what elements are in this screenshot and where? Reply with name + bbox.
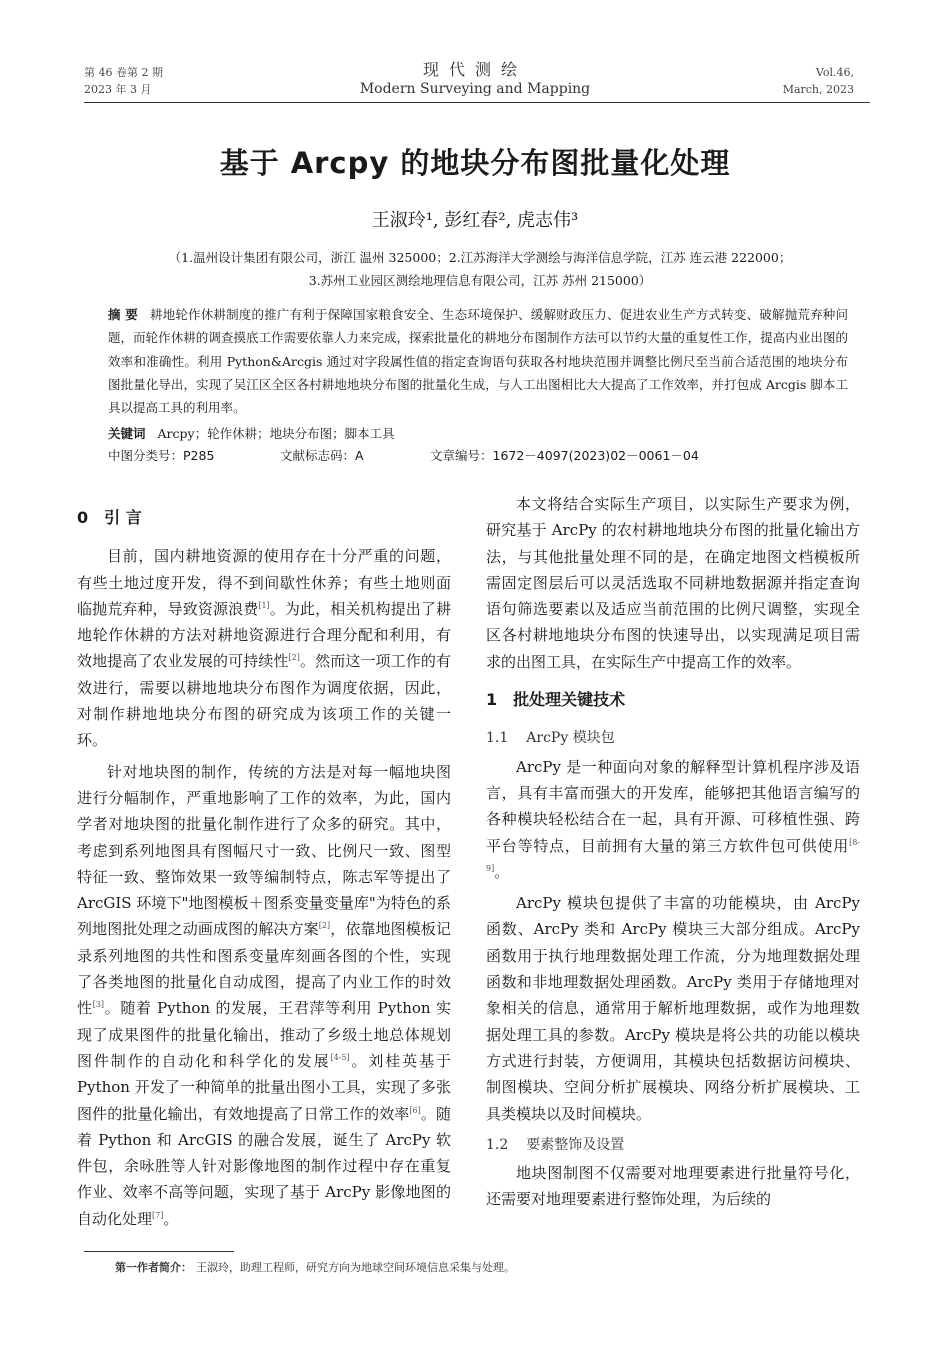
date-en: March, 2023	[782, 83, 854, 96]
section-heading-introduction	[77, 505, 451, 531]
citation: [7]	[152, 1210, 164, 1220]
journal-name-en: Modern Surveying and Mapping	[359, 81, 591, 97]
subsection-title: ArcPy 模块包	[526, 730, 615, 747]
citation: [6]	[409, 1105, 421, 1115]
subsection-number: 1.2	[486, 1136, 509, 1153]
section-heading-key-technology	[486, 687, 860, 713]
paper-title: 基于 Arcpy 的地块分布图批量化处理	[219, 146, 731, 180]
subsection-heading-decoration	[486, 1132, 860, 1158]
paragraph	[486, 754, 860, 885]
text-run: 。随着 Python 和 ArcGIS 的融合发展，诞生了 ArcPy 软件包，余咏胜等人针对影像地图的制作过程中存在重复作业、效率不高等问题，实现了基于 ArcPy 影像地图的自动化处理	[77, 1104, 451, 1228]
affiliation-line: 3.苏州工业园区测绘地理信息有限公司，江苏 苏州 215000）	[308, 273, 652, 288]
text-run: 。	[163, 1209, 179, 1228]
section-title: 引 言	[104, 508, 142, 527]
subsection-number: 1.1	[486, 730, 509, 747]
paragraph: 本文将结合实际生产项目，以实际生产要求为例，研究基于 ArcPy 的农村耕地地块分布图的批量化输出方法，与其他批量处理不同的是，在确定地图文档模板所需固定图层后可以灵活选取不同耕地数据源并指定查询语句筛选要素以及适应当前范围的比例尺调整，实现全区各村耕地地块分布图的快速导出，以实现满足项目需求的出图工具，在实际生产中提高工作的效率。	[486, 495, 860, 671]
text-run: ，依靠地图模板记录系列地图的共性和图系变量库刻画各图的个性，实现了各类地图的批量化自动成图，提高了内业工作的时效性	[77, 920, 451, 1018]
paragraph	[77, 543, 451, 753]
text-run: 。随着 Python 的发展，王君萍等利用 Python 实现了成果图件的批量化输出，推动了乡级土地总体规划图件制作的自动化和科学化的发展	[77, 999, 451, 1070]
subsection-heading-arcpy	[486, 725, 860, 751]
section-title: 批处理关键技术	[513, 690, 626, 710]
section-number: 1	[486, 690, 498, 710]
abstract-text: 耕地轮作休耕制度的推广有利于保障国家粮食安全、生态环境保护、缓解财政压力、促进农业生产方式转变、破解抛荒弃种问题，而轮作休耕的调查摸底工作需要依靠人力来完成，探索批量化的耕地分布图制作方法可以节约大量的重复性工作，提高内业出图的效率和准确性。利用 Python&Arcgis 通过对字段属性值的指定查询语句获取各村地块范围并调整比例尺至当前合适范围的地块分布图批量化导出，实现了吴江区全区各村耕地地块分布图的批量化生成，与人工出图相比大大提高了工作效率，并打包成 Arcgis 脚本工具以提高工具的利用率。	[108, 307, 848, 416]
text-run: 。为此，相关机构提出了耕地轮作休耕的方法对耕地资源进行合理分配和利用，有效地提高了农业发展的可持续性	[77, 599, 451, 671]
volume-en: Vol.46,	[815, 66, 854, 79]
citation: [2]	[318, 921, 331, 931]
citation: [8-9]	[486, 837, 860, 873]
issue-date: 2023 年 3 月	[84, 83, 152, 96]
citation: [2]	[288, 653, 300, 663]
text-run: 。刘桂英基于 Python 开发了一种简单的批量出图小工具，实现了多张图件的批量化输出，有效地提高了日常工作的效率	[77, 1051, 451, 1123]
paper-authors: 王淑玲¹, 彭红春², 虎志伟³	[371, 210, 579, 231]
article-number: 文章编号：1672－4097(2023)02－0061－04	[430, 448, 699, 463]
abstract-label: 摘 要	[108, 307, 138, 322]
footnote-label: 第一作者简介：	[115, 1261, 192, 1274]
issue-info-en	[783, 64, 854, 98]
document-code: 文献标志码：A	[280, 448, 364, 463]
citation: [4-5]	[330, 1052, 350, 1062]
footnote-text: 王淑玲，助理工程师，研究方向为地球空间环境信息采集与处理。	[196, 1261, 515, 1274]
header-divider	[84, 102, 870, 103]
affiliations	[100, 246, 860, 292]
paragraph: ArcPy 模块包提供了丰富的功能模块，由 ArcPy 函数、ArcPy 类和 ArcPy 模块三大部分组成。ArcPy 函数用于执行地理数据处理工作流，分为地理数据处理函数和非地理数据处理函数。ArcPy 类用于存储地理对象相关的信息，通常用于解析地理数据，或作为地理数据处理工具的参数。ArcPy 模块是将公共的功能以模块方式进行封装，方便调用，其模块包括数据访问模块、制图模块、空间分析扩展模块、网络分析扩展模块、工具类模块以及时间模块。	[486, 894, 860, 1123]
paragraph	[77, 759, 451, 1232]
right-column	[486, 491, 860, 1218]
abstract	[108, 303, 848, 419]
journal-name-cn: 现代测绘	[422, 60, 527, 79]
left-column	[77, 505, 451, 1237]
text-run: 。	[494, 862, 510, 881]
subsection-title: 要素整饰及设置	[526, 1136, 625, 1153]
issue-volume: 第 46 卷第 2 期	[84, 66, 163, 79]
affiliation-line: （1.温州设计集团有限公司，浙江 温州 325000；2.江苏海洋大学测绘与海洋信息学院，江苏 连云港 222000；	[168, 250, 792, 265]
keywords-label: 关键词	[108, 426, 146, 441]
author-footnote	[115, 1259, 515, 1275]
paragraph: 地块图制图不仅需要对地理要素进行批量符号化，还需要对地理要素进行整饰处理，为后续的	[486, 1164, 860, 1209]
keywords-text: Arcpy；轮作休耕；地块分布图；脚本工具	[157, 426, 395, 441]
text-run: 。然而这一项工作的有效进行，需要以耕地地块分布图作为调度依据，因此，对制作耕地地块分布图的研究成为该项工作的关键一环。	[77, 652, 451, 750]
keywords	[108, 424, 848, 442]
clc-number: 中图分类号：P285	[108, 448, 215, 463]
citation: [3]	[92, 1000, 105, 1010]
footnote-divider	[84, 1251, 234, 1252]
text-run: ArcPy 是一种面向对象的解释型计算机程序涉及语言，具有丰富而强大的开发库，能够把其他语言编写的各种模块轻松结合在一起，具有开源、可移植性强、跨平台等特点，目前拥有大量的第三方软件包可供使用	[486, 757, 860, 855]
section-number: 0	[77, 508, 89, 527]
text-run: 针对地块图的制作，传统的方法是对每一幅地块图进行分幅制作，严重地影响了工作的效率，为此，国内学者对地块图的批量化制作进行了众多的研究。其中，考虑到系列地图具有图幅尺寸一致、比例尺一致、图型特征一致、整饰效果一致等编制特点，陈志军等提出了 ArcGIS 环境下"地图模板＋图系变量变量库"为特色的系列地图批处理之动画成图的解决方案	[77, 762, 451, 939]
text-run: 目前，国内耕地资源的使用存在十分严重的问题，有些土地过度开发，得不到间歇性休养；有些土地则面临抛荒弃种，导致资源浪费	[77, 547, 451, 618]
citation: [1]	[258, 600, 270, 610]
